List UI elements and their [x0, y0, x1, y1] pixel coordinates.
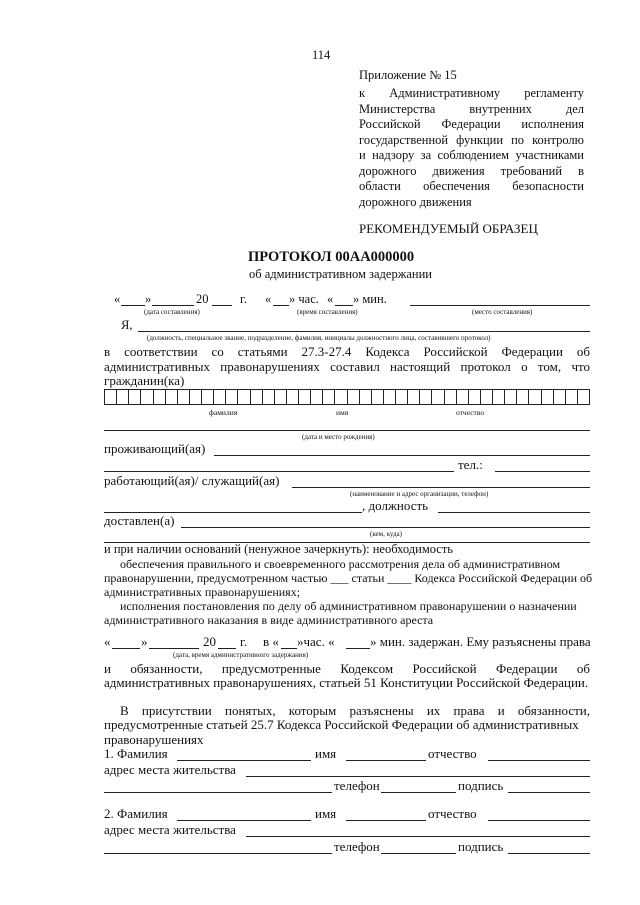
grounds-line: и при наличии оснований (ненужное зачеркнуть): необходимость — [104, 542, 454, 556]
place-field[interactable] — [410, 305, 590, 306]
hour-field[interactable] — [273, 305, 289, 306]
det-year-prefix: 20 — [203, 634, 216, 649]
quote-close: » — [145, 292, 152, 306]
tel-field[interactable] — [495, 471, 590, 472]
w2-phone-field[interactable] — [381, 853, 456, 854]
w2-patronymic-label: отчество — [428, 806, 477, 821]
hint-place: (место составления) — [472, 308, 533, 316]
det-year-field[interactable] — [218, 648, 236, 649]
w2-name-field[interactable] — [346, 820, 426, 821]
w1-address-field-2[interactable] — [104, 792, 332, 793]
w1-phone-label: телефон — [334, 778, 380, 793]
quote-open: « — [114, 292, 121, 306]
appendix-line: Министерства внутренних дел — [359, 101, 584, 116]
w2-signature-field[interactable] — [508, 853, 590, 854]
appendix-text — [359, 86, 584, 210]
work-label: работающий(ая)/ служащий(ая) — [104, 473, 280, 488]
page-number: 114 — [312, 48, 331, 62]
w1-signature-field[interactable] — [508, 792, 590, 793]
det-year-suffix: г. — [240, 634, 248, 649]
w1-patronymic-label: отчество — [428, 746, 477, 761]
intro-line-2: административных правонарушениях составил настоящий протокол о том, что — [104, 359, 590, 374]
detained-line-2: и обязанности, предусмотренные Кодексом Российской Федерации об — [104, 661, 590, 676]
position-field[interactable] — [438, 512, 590, 513]
hint-officer: (должность, специальное звание, подразделение, фамилия, инициалы должностного лица, составившего протокол) — [147, 334, 491, 342]
w2-name-label: имя — [315, 806, 337, 821]
appendix-line: области обеспечения безопасности — [359, 179, 584, 193]
hint-date: (дата составления) — [144, 308, 200, 316]
hour-label: » час. — [289, 292, 319, 306]
year-suffix: г. — [240, 292, 247, 306]
det-hour-field[interactable] — [281, 648, 297, 649]
delivered-field[interactable] — [181, 527, 590, 528]
year-prefix: 20 — [196, 292, 209, 306]
w1-surname-field[interactable] — [177, 760, 311, 761]
w1-address-label: адрес места жительства — [104, 762, 236, 777]
tel-label: тел.: — [458, 457, 483, 472]
appendix-line: Российской Федерации исполнения — [359, 117, 584, 131]
name-letter-grid[interactable] — [104, 389, 590, 405]
w2-address-label: адрес места жительства — [104, 822, 236, 837]
quote-open: « — [327, 292, 334, 306]
det-minute-field[interactable] — [346, 648, 370, 649]
witness-intro-3: правонарушениях — [104, 732, 204, 747]
appendix-line: дорожного движения требований в — [359, 163, 584, 178]
appendix-title: Приложение № 15 — [359, 68, 457, 82]
ground-2-line-2: административного наказания в виде административного ареста — [104, 613, 434, 627]
quote-open: « — [265, 292, 272, 306]
year-field[interactable] — [212, 305, 232, 306]
ground-1-line-2: правонарушении, предусмотренном частью ___ статьи ____ Кодекса Российской Федерации об — [104, 571, 593, 585]
hint-birth: (дата и место рождения) — [302, 433, 375, 441]
quote-open: « — [104, 634, 111, 649]
quote-close: » — [141, 634, 148, 649]
appendix-line: дорожного движения — [359, 194, 472, 209]
w2-patronymic-field[interactable] — [488, 820, 590, 821]
det-rest-text: » мин. задержан. Ему разъяснены права — [370, 634, 591, 649]
day-field[interactable] — [121, 305, 145, 306]
w1-surname-label: 1. Фамилия — [104, 746, 168, 761]
det-hour-label: »час. « — [297, 634, 335, 649]
w2-surname-field[interactable] — [177, 820, 311, 821]
month-field[interactable] — [152, 305, 194, 306]
appendix-line: государственной функции по контролю — [359, 132, 584, 147]
hint-time: (время составления) — [297, 308, 358, 316]
minute-field[interactable] — [335, 305, 353, 306]
residence-field[interactable] — [214, 455, 590, 456]
hint-detained: (дата, время административного задержания) — [173, 651, 309, 659]
w1-patronymic-field[interactable] — [488, 760, 590, 761]
residence-label: проживающий(ая) — [104, 441, 206, 456]
work-field[interactable] — [292, 487, 590, 488]
intro-line-3: гражданин(ка) — [104, 373, 185, 388]
ground-1-line-1: обеспечения правильного и своевременного рассмотрения дела об административном — [120, 557, 561, 571]
w2-signature-label: подпись — [458, 839, 504, 854]
minute-label: » мин. — [353, 292, 387, 306]
det-month-field[interactable] — [149, 648, 199, 649]
w2-surname-label: 2. Фамилия — [104, 806, 168, 821]
officer-field[interactable] — [138, 331, 590, 332]
position-label: , должность — [362, 498, 429, 513]
appendix-line: и надзору за соблюдением участниками — [359, 148, 584, 162]
recommended-label: РЕКОМЕНДУЕМЫЙ ОБРАЗЕЦ — [359, 221, 538, 236]
w1-address-field[interactable] — [246, 776, 590, 777]
appendix-line: к Административному регламенту — [359, 86, 584, 100]
witness-intro-2: предусмотренные статьей 25.7 Кодекса Российской Федерации об административных — [104, 717, 579, 732]
w1-name-label: имя — [315, 746, 337, 761]
protocol-subtitle: об административном задержании — [249, 267, 432, 281]
hint-surname: фамилия — [209, 408, 238, 417]
hint-name: имя — [336, 408, 349, 417]
det-v-label: в « — [263, 634, 279, 649]
hint-work: (наименование и адрес организации, телефон) — [350, 490, 489, 498]
witness-intro-1: В присутствии понятых, которым разъяснены их права и обязанности, — [120, 703, 590, 718]
residence-field-2[interactable] — [104, 471, 454, 472]
w2-phone-label: телефон — [334, 839, 380, 854]
delivered-label: доставлен(а) — [104, 513, 175, 528]
w2-address-field-2[interactable] — [104, 853, 332, 854]
birth-field[interactable] — [104, 430, 590, 431]
w2-address-field[interactable] — [246, 836, 590, 837]
protocol-title: ПРОТОКОЛ 00АА000000 — [248, 249, 415, 265]
w1-name-field[interactable] — [346, 760, 426, 761]
det-day-field[interactable] — [112, 648, 140, 649]
ground-2-line-1: исполнения постановления по делу об административном правонарушении о назначении — [120, 599, 577, 613]
intro-line-1: в соответствии со статьями 27.3-27.4 Кодекса Российской Федерации об — [104, 344, 590, 359]
detained-line-3: административных правонарушениях, статьей 51 Конституции Российской Федерации. — [104, 675, 589, 690]
hint-patronymic: отчество — [456, 408, 485, 417]
w1-phone-field[interactable] — [381, 792, 456, 793]
hint-delivered: (кем, куда) — [370, 530, 402, 538]
ya-label: Я, — [121, 318, 133, 332]
w1-signature-label: подпись — [458, 778, 504, 793]
ground-1-line-3: административных правонарушениях; — [104, 585, 301, 599]
